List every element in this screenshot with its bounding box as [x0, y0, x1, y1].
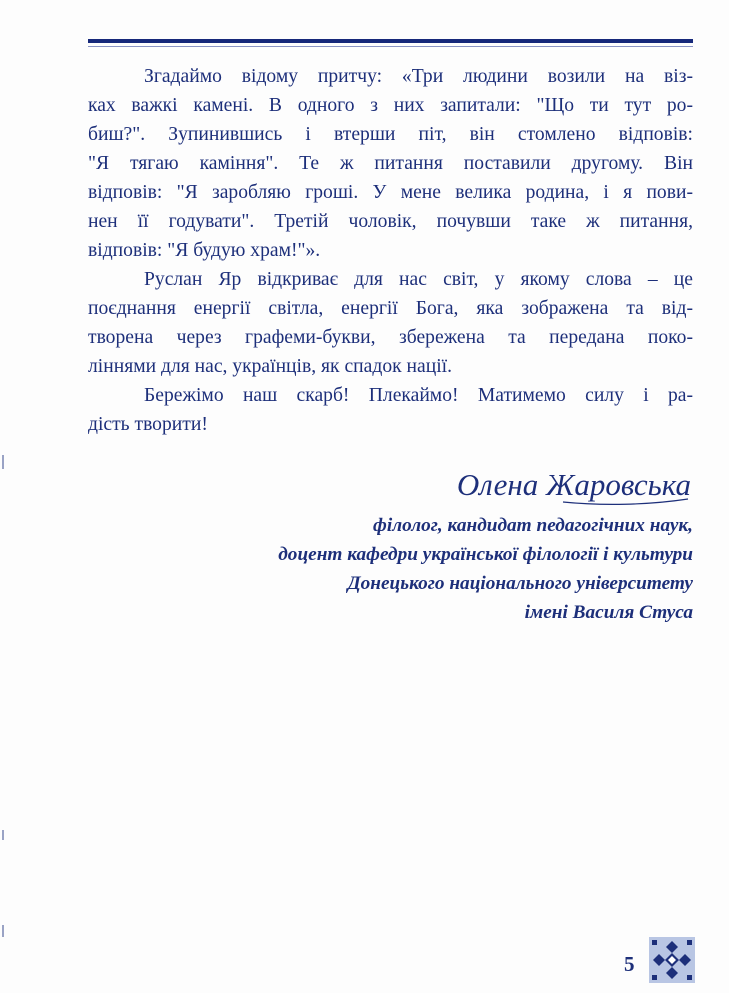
author-line-1: філолог, кандидат педагогічних наук,	[373, 515, 693, 536]
header-rule-thin	[88, 46, 693, 47]
text-line: дість творити!	[88, 414, 208, 435]
scan-edge-mark	[2, 925, 4, 937]
text-line: творена через графеми-букви, збережена та передана поко-	[88, 327, 693, 348]
paragraph-closing	[88, 381, 693, 439]
paragraph-parable	[88, 62, 693, 265]
author-line-4: імені Василя Стуса	[524, 602, 693, 623]
author-line-2: доцент кафедри української філології і культури	[278, 544, 693, 565]
signature-text: Олена Жаровська	[456, 467, 691, 502]
author-signature	[433, 458, 693, 510]
text-line: биш?". Зупинившись і втерши піт, він стомлено відповів:	[88, 124, 693, 145]
text-line: нен її годувати". Третій чоловік, почувши таке ж питання,	[88, 211, 693, 232]
text-line: відповів: "Я будую храм!"».	[88, 240, 321, 261]
text-line: відповів: "Я заробляю гроші. У мене велика родина, і я пови-	[88, 182, 693, 203]
page-number: 5	[624, 952, 635, 976]
text-line: Згадаймо відому притчу: «Три людини возили на віз-	[144, 66, 693, 87]
text-line: поєднання енергії світла, енергії Бога, яка зображена та від-	[88, 298, 693, 319]
folk-ornament-icon	[649, 937, 695, 983]
scan-edge-mark	[2, 455, 4, 469]
author-line-3: Донецького національного університету	[347, 573, 693, 594]
author-credentials	[173, 511, 693, 627]
text-line: "Я тягаю каміння". Те ж питання поставили другому. Він	[88, 153, 693, 174]
scan-edge-mark	[2, 830, 4, 840]
text-line: Руслан Яр відкриває для нас світ, у якому слова – це	[144, 269, 693, 290]
text-line: Бережімо наш скарб! Плекаймо! Матимемо силу і ра-	[144, 385, 693, 406]
paragraph-ruslan-yar	[88, 265, 693, 381]
body-text	[88, 62, 693, 439]
text-line: ліннями для нас, українців, як спадок нації.	[88, 356, 452, 377]
header-rule	[88, 39, 693, 43]
text-line: ках важкі камені. В одного з них запитали: "Що ти тут ро-	[88, 95, 693, 116]
